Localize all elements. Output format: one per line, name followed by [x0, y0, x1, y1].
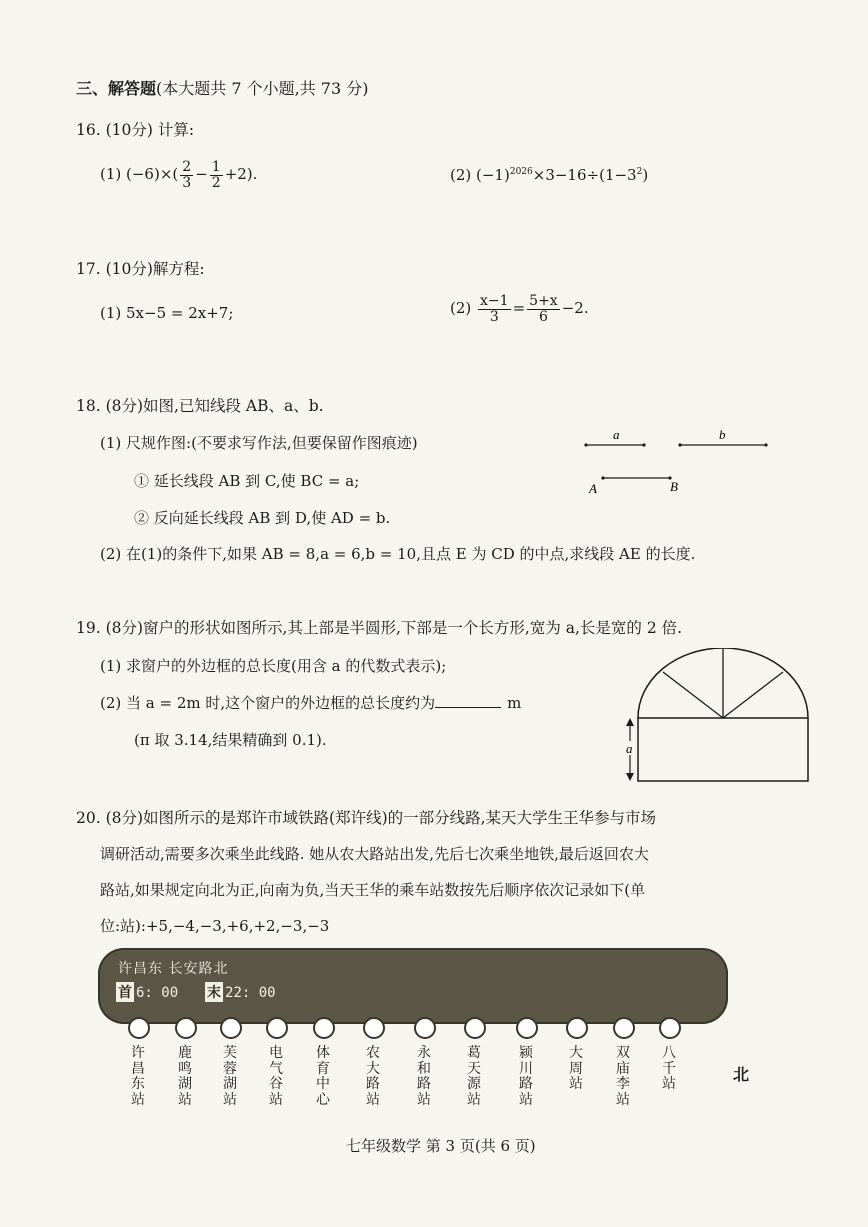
label-B: B [670, 479, 678, 494]
station-name: 永和路站 [417, 1045, 431, 1108]
q20-line2: 调研活动,需要多次乘坐此线路. 她从农大路站出发,先后七次乘坐地铁,最后返回农大 [100, 845, 649, 863]
q18-part1-a: ① 延长线段 AB 到 C,使 BC = a; [134, 472, 360, 490]
station-name: 电气谷站 [269, 1045, 283, 1108]
denominator: 6 [538, 308, 548, 325]
denominator: 2 [211, 174, 221, 191]
equals-sign: = [512, 299, 526, 318]
q16-part2 [450, 166, 648, 184]
station-marker [175, 1017, 197, 1039]
exponent: 2 [636, 167, 643, 177]
q16-p2-suffix: ) [642, 166, 649, 184]
subway-line-banner [98, 948, 728, 1024]
arrow-down-icon [626, 773, 634, 781]
denominator: 3 [489, 308, 499, 325]
numerator: 5+x [529, 293, 558, 309]
denominator: 3 [182, 174, 192, 191]
station-name: 大周站 [569, 1045, 583, 1092]
section-heading: 三、解答题 [76, 79, 157, 98]
page-footer: 七年级数学 第 3 页(共 6 页) [346, 1137, 536, 1155]
numerator: x−1 [480, 293, 509, 309]
q20-line1: 20. (8分)如图所示的是郑许市域铁路(郑许线)的一部分线路,某天大学生王华参与市场 [76, 809, 657, 827]
q16-heading: 16. (10分) 计算: [76, 121, 195, 139]
answer-blank[interactable] [435, 693, 501, 708]
fraction [527, 294, 560, 324]
endpoint [601, 476, 604, 479]
numerator: 2 [182, 159, 192, 175]
q16-p2-prefix: (2) (−1) [450, 166, 510, 184]
q16-part1 [100, 160, 257, 190]
q17-p2-suffix: −2. [561, 299, 589, 318]
q18-figure [580, 425, 770, 500]
q19-part1: (1) 求窗户的外边框的总长度(用含 a 的代数式表示); [100, 657, 447, 675]
q16-p1-prefix: (1) (−6)×( [100, 165, 179, 184]
window-figure [618, 648, 816, 786]
first-train-tag: 首 [116, 982, 134, 1002]
station-marker [220, 1017, 242, 1039]
station-marker [128, 1017, 150, 1039]
station-name: 葛天源站 [467, 1045, 481, 1108]
fraction [210, 160, 223, 190]
label-a: a [626, 741, 633, 756]
unit-m: m [507, 694, 522, 712]
fraction [180, 160, 193, 190]
station-name: 双庙李站 [616, 1045, 630, 1108]
q17-heading: 17. (10分)解方程: [76, 260, 205, 278]
section-desc: (本大题共 7 个小题,共 73 分) [156, 79, 369, 98]
station-marker [414, 1017, 436, 1039]
q18-part1-b: ② 反向延长线段 AB 到 D,使 AD = b. [134, 509, 391, 527]
station-name: 农大路站 [366, 1045, 380, 1108]
numerator: 1 [211, 159, 221, 175]
north-label: 北 [733, 1065, 750, 1084]
station-marker [363, 1017, 385, 1039]
q19-p2-text: (2) 当 a = 2m 时,这个窗户的外边框的总长度约为 [100, 694, 436, 712]
last-train-time: 22: 00 [225, 985, 276, 1001]
rectangle [638, 718, 808, 781]
banner-times [116, 982, 276, 1002]
q19-note: (π 取 3.14,结果精确到 0.1). [134, 731, 327, 749]
station-marker [266, 1017, 288, 1039]
station-marker [659, 1017, 681, 1039]
station-name: 芙蓉湖站 [223, 1045, 237, 1108]
q20-line3: 路站,如果规定向北为正,向南为负,当天王华的乘车站数按先后顺序依次记录如下(单 [100, 881, 646, 899]
section-title [76, 76, 368, 99]
label-a: a [613, 427, 620, 442]
station-name: 鹿鸣湖站 [178, 1045, 192, 1108]
station-name: 体育中心 [316, 1045, 330, 1108]
q17-part2 [450, 294, 589, 324]
q20-line4: 位:站):+5,−4,−3,+6,+2,−3,−3 [100, 917, 330, 935]
endpoint [642, 443, 645, 446]
window-bar [723, 672, 783, 718]
arrow-up-icon [626, 718, 634, 726]
station-marker [313, 1017, 335, 1039]
window-bar [663, 672, 723, 718]
station-marker [464, 1017, 486, 1039]
q16-p1-minus: − [195, 165, 208, 184]
q16-p1-suffix: +2). [224, 165, 258, 184]
endpoint [764, 443, 767, 446]
station-name: 八千站 [662, 1045, 676, 1092]
label-A: A [589, 481, 597, 496]
q17-p2-prefix: (2) [450, 299, 472, 318]
q19-heading: 19. (8分)窗户的形状如图所示,其上部是半圆形,下部是一个长方形,宽为 a,长是宽的 2 倍. [76, 619, 683, 637]
endpoint [584, 443, 587, 446]
endpoint [678, 443, 681, 446]
last-train-tag: 末 [205, 982, 223, 1002]
station-marker [566, 1017, 588, 1039]
banner-title: 许昌东 长安路北 [118, 961, 229, 977]
q17-part1: (1) 5x−5 = 2x+7; [100, 304, 234, 322]
exponent: 2026 [509, 167, 533, 177]
q18-part2: (2) 在(1)的条件下,如果 AB = 8,a = 6,b = 10,且点 E 为 CD 的中点,求线段 AE 的长度. [100, 545, 696, 563]
q18-heading: 18. (8分)如图,已知线段 AB、a、b. [76, 397, 324, 415]
label-b: b [719, 427, 726, 442]
q16-p2-middle: ×3−16÷(1−3 [532, 166, 637, 184]
first-train-time: 6: 00 [136, 985, 179, 1001]
station-name: 颍川路站 [519, 1045, 533, 1108]
station-name: 许昌东站 [131, 1045, 145, 1108]
q18-part1: (1) 尺规作图:(不要求写作法,但要保留作图痕迹) [100, 434, 418, 452]
fraction [478, 294, 511, 324]
station-marker [613, 1017, 635, 1039]
q19-part2 [100, 692, 521, 713]
station-marker [516, 1017, 538, 1039]
